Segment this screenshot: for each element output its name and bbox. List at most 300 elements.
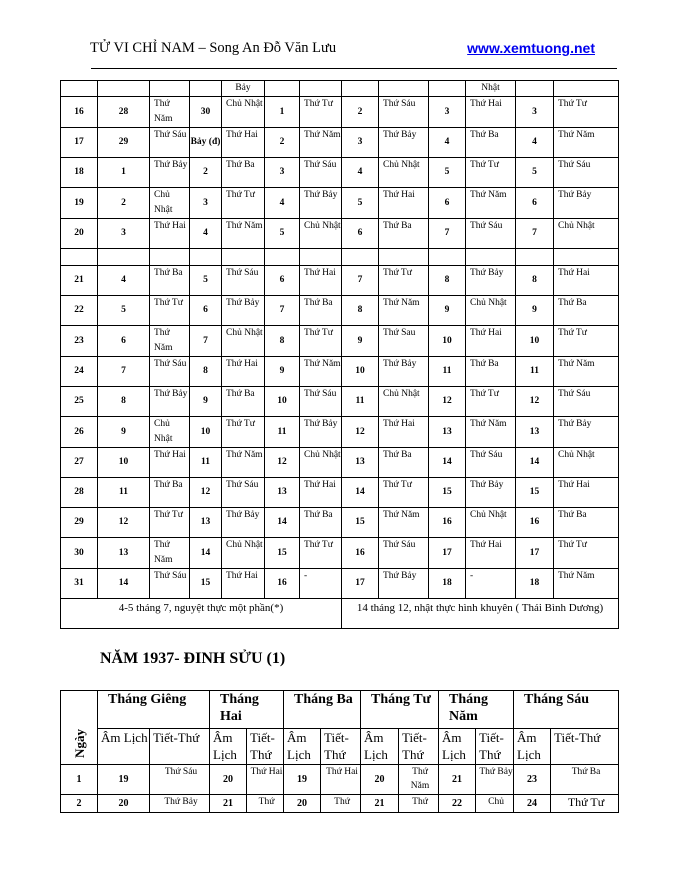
lunar-day-cell: 3 bbox=[265, 158, 300, 188]
weekday-cell: Thứ Ba bbox=[150, 478, 190, 508]
day-cell bbox=[61, 249, 98, 266]
weekday-cell: Thứ Bảy bbox=[150, 795, 210, 813]
weekday-cell: Thứ Tư bbox=[379, 478, 429, 508]
lunar-day-cell: 7 bbox=[190, 326, 222, 357]
table-cell bbox=[429, 81, 466, 97]
lunar-day-cell: 13 bbox=[342, 448, 379, 478]
weekday-cell: Thứ Năm bbox=[222, 448, 265, 478]
weekday-cell: Thứ Năm bbox=[222, 219, 265, 249]
lunar-day-cell: 3 bbox=[516, 97, 554, 128]
lunar-day-cell: 14 bbox=[516, 448, 554, 478]
lunar-day-cell: 20 bbox=[284, 795, 321, 813]
weekday-cell: Thứ bbox=[247, 795, 284, 813]
lunar-day-cell: 13 bbox=[516, 417, 554, 448]
day-cell: 27 bbox=[61, 448, 98, 478]
table-row bbox=[61, 296, 619, 326]
table-subheader-row bbox=[61, 729, 619, 765]
weekday-cell: Thứ Hai bbox=[466, 538, 516, 569]
weekday-cell: Thứ Sáu bbox=[466, 448, 516, 478]
lunar-day-cell: 10 bbox=[516, 326, 554, 357]
weekday-cell: Thứ Năm bbox=[554, 569, 619, 599]
table-row bbox=[61, 219, 619, 249]
lunar-day-cell: 7 bbox=[265, 296, 300, 326]
weekday-cell: Thứ Năm bbox=[399, 765, 439, 795]
weekday-cell: Thứ Sáu bbox=[466, 219, 516, 249]
weekday-cell: Thứ Bảy bbox=[150, 158, 190, 188]
column-subheader: Âm Lịch bbox=[98, 729, 150, 765]
column-subheader: Âm Lịch bbox=[439, 729, 476, 765]
day-cell: 30 bbox=[61, 538, 98, 569]
table-row bbox=[61, 266, 619, 296]
weekday-cell bbox=[466, 249, 516, 266]
eclipse-note-right: 14 tháng 12, nhật thực hình khuyên ( Thái Bình Dương) bbox=[342, 599, 619, 629]
weekday-cell: Thứ Tư bbox=[150, 296, 190, 326]
weekday-cell: Thứ Ba bbox=[551, 765, 619, 795]
lunar-day-cell: 28 bbox=[98, 97, 150, 128]
lunar-day-cell: 18 bbox=[429, 569, 466, 599]
lunar-day-cell: 13 bbox=[429, 417, 466, 448]
day-cell: 23 bbox=[61, 326, 98, 357]
lunar-day-cell bbox=[429, 249, 466, 266]
weekday-cell: Thứ Sáu bbox=[379, 97, 429, 128]
table-cell: Nhật bbox=[466, 81, 516, 97]
weekday-cell: Thứ Sau bbox=[379, 326, 429, 357]
lunar-day-cell: 4 bbox=[429, 128, 466, 158]
lunar-day-cell bbox=[98, 249, 150, 266]
table-row bbox=[61, 508, 619, 538]
lunar-day-cell: 11 bbox=[342, 387, 379, 417]
lunar-day-cell bbox=[190, 249, 222, 266]
table-cell bbox=[61, 81, 98, 97]
lunar-day-cell: 13 bbox=[190, 508, 222, 538]
weekday-cell: Thứ bbox=[321, 795, 361, 813]
weekday-cell: Chủ Nhật bbox=[466, 296, 516, 326]
weekday-cell: Thứ Năm bbox=[150, 538, 190, 569]
lunar-day-cell: 16 bbox=[342, 538, 379, 569]
lunar-day-cell: 5 bbox=[429, 158, 466, 188]
lunar-day-cell: 7 bbox=[429, 219, 466, 249]
table-row bbox=[61, 188, 619, 219]
weekday-cell: Thứ Tư bbox=[150, 508, 190, 538]
weekday-cell: Thứ Tư bbox=[300, 538, 342, 569]
lunar-day-cell: 1 bbox=[98, 158, 150, 188]
lunar-day-cell: 10 bbox=[265, 387, 300, 417]
lunar-day-cell: 5 bbox=[342, 188, 379, 219]
weekday-cell: Chủ Nhật bbox=[554, 448, 619, 478]
lunar-day-cell: 8 bbox=[429, 266, 466, 296]
table-cell bbox=[379, 81, 429, 97]
weekday-cell: Thứ Tư bbox=[554, 538, 619, 569]
lunar-day-cell: 8 bbox=[342, 296, 379, 326]
table-row bbox=[61, 599, 619, 629]
lunar-day-cell: 6 bbox=[98, 326, 150, 357]
day-cell: 17 bbox=[61, 128, 98, 158]
weekday-cell: Thứ Hai bbox=[466, 97, 516, 128]
header-rule bbox=[91, 68, 617, 69]
weekday-cell: Thứ Sáu bbox=[150, 128, 190, 158]
day-cell: 25 bbox=[61, 387, 98, 417]
weekday-cell: Thứ Sáu bbox=[150, 765, 210, 795]
day-cell: 20 bbox=[61, 219, 98, 249]
weekday-cell: Thứ Hai bbox=[150, 219, 190, 249]
lunar-day-cell: 10 bbox=[429, 326, 466, 357]
weekday-cell: Thứ Bảy bbox=[379, 357, 429, 387]
lunar-day-cell: 12 bbox=[265, 448, 300, 478]
lunar-day-cell: 12 bbox=[342, 417, 379, 448]
weekday-cell: Thứ Năm bbox=[150, 97, 190, 128]
weekday-cell: Thứ Năm bbox=[300, 128, 342, 158]
weekday-cell: Thứ Bảy bbox=[379, 569, 429, 599]
weekday-cell: Thứ Bảy bbox=[222, 296, 265, 326]
table-row bbox=[61, 795, 619, 813]
lunar-day-cell: 8 bbox=[190, 357, 222, 387]
lunar-day-cell bbox=[516, 249, 554, 266]
weekday-cell: Thứ Ba bbox=[554, 296, 619, 326]
lunar-day-cell: 19 bbox=[284, 765, 321, 795]
weekday-cell bbox=[300, 249, 342, 266]
lunar-day-cell: 8 bbox=[265, 326, 300, 357]
weekday-cell bbox=[222, 249, 265, 266]
weekday-cell bbox=[379, 249, 429, 266]
weekday-cell: Thứ Bảy bbox=[554, 188, 619, 219]
lunar-day-cell: 4 bbox=[265, 188, 300, 219]
lunar-day-cell: 3 bbox=[429, 97, 466, 128]
weekday-cell: Thứ Ba bbox=[222, 158, 265, 188]
weekday-cell: Thứ Bảy bbox=[466, 266, 516, 296]
lunar-day-cell: 8 bbox=[98, 387, 150, 417]
weekday-cell: Thứ Năm bbox=[554, 357, 619, 387]
lunar-day-cell: 4 bbox=[98, 266, 150, 296]
weekday-cell: Thứ Sáu bbox=[554, 158, 619, 188]
weekday-cell bbox=[150, 249, 190, 266]
weekday-cell: Thứ Năm bbox=[466, 417, 516, 448]
column-subheader: Âm Lịch bbox=[284, 729, 321, 765]
lunar-day-cell: 6 bbox=[342, 219, 379, 249]
day-cell: 21 bbox=[61, 266, 98, 296]
lunar-day-cell: 20 bbox=[98, 795, 150, 813]
day-cell: 18 bbox=[61, 158, 98, 188]
lunar-day-cell: 2 bbox=[265, 128, 300, 158]
weekday-cell: Thứ Hai bbox=[554, 478, 619, 508]
table-cell bbox=[516, 81, 554, 97]
weekday-cell: Thứ Bảy bbox=[300, 417, 342, 448]
weekday-cell: Thứ Tư bbox=[466, 387, 516, 417]
weekday-cell: Thứ Năm bbox=[300, 357, 342, 387]
day-cell: 29 bbox=[61, 508, 98, 538]
site-link[interactable]: www.xemtuong.net bbox=[467, 40, 595, 56]
table-cell bbox=[190, 81, 222, 97]
day-cell: 2 bbox=[61, 795, 98, 813]
column-subheader: Tiết-Thứ bbox=[399, 729, 439, 765]
lunar-day-cell: 13 bbox=[98, 538, 150, 569]
lunar-day-cell: 7 bbox=[98, 357, 150, 387]
lunar-day-cell: 12 bbox=[429, 387, 466, 417]
lunar-day-cell: 14 bbox=[98, 569, 150, 599]
month-header: Tháng Ba bbox=[284, 691, 361, 729]
lunar-day-cell: 17 bbox=[342, 569, 379, 599]
lunar-day-cell: 15 bbox=[429, 478, 466, 508]
weekday-cell: Chủ Nhật bbox=[379, 387, 429, 417]
weekday-cell: Chủ Nhật bbox=[150, 188, 190, 219]
weekday-cell: Thứ Tư bbox=[300, 326, 342, 357]
weekday-cell: Thứ Tư bbox=[466, 158, 516, 188]
lunar-day-cell: 12 bbox=[190, 478, 222, 508]
lunar-day-cell: 30 bbox=[190, 97, 222, 128]
weekday-cell: Thứ Tư bbox=[300, 97, 342, 128]
lunar-day-cell: 2 bbox=[342, 97, 379, 128]
weekday-cell: - bbox=[466, 569, 516, 599]
weekday-cell: Thứ Hai bbox=[222, 569, 265, 599]
lunar-day-cell: 7 bbox=[342, 266, 379, 296]
lunar-day-cell: 5 bbox=[98, 296, 150, 326]
column-subheader: Tiết-Thứ bbox=[321, 729, 361, 765]
lunar-day-cell: 11 bbox=[429, 357, 466, 387]
lunar-day-cell: Bảy (đ) bbox=[190, 128, 222, 158]
lunar-day-cell: 21 bbox=[439, 765, 476, 795]
lunar-day-cell: 6 bbox=[516, 188, 554, 219]
lunar-day-cell bbox=[342, 249, 379, 266]
lunar-day-cell: 14 bbox=[429, 448, 466, 478]
column-subheader: Âm Lịch bbox=[210, 729, 247, 765]
lunar-day-cell: 16 bbox=[265, 569, 300, 599]
weekday-cell: Thứ Tư bbox=[222, 188, 265, 219]
weekday-cell: Thứ Ba bbox=[554, 508, 619, 538]
weekday-cell: Thứ Hai bbox=[150, 448, 190, 478]
lunar-day-cell: 16 bbox=[429, 508, 466, 538]
lunar-day-cell: 29 bbox=[98, 128, 150, 158]
weekday-cell: Thứ Tư bbox=[554, 97, 619, 128]
weekday-cell: Thứ Năm bbox=[554, 128, 619, 158]
weekday-cell: Chủ Nhật bbox=[466, 508, 516, 538]
weekday-cell: Thứ Tư bbox=[554, 326, 619, 357]
weekday-cell bbox=[554, 249, 619, 266]
lunar-day-cell: 15 bbox=[265, 538, 300, 569]
lunar-day-cell: 21 bbox=[361, 795, 399, 813]
lunar-day-cell: 19 bbox=[98, 765, 150, 795]
book-title: TỬ VI CHỈ NAM – Song An Đỗ Văn Lưu bbox=[90, 40, 337, 56]
month-header: Tháng Tư bbox=[361, 691, 439, 729]
table-row bbox=[61, 326, 619, 357]
lunar-day-cell: 12 bbox=[98, 508, 150, 538]
weekday-cell: Thứ Bảy bbox=[300, 188, 342, 219]
column-subheader: Tiết-Thứ bbox=[247, 729, 284, 765]
weekday-cell: Chủ Nhật bbox=[222, 97, 265, 128]
month-header: Tháng Hai bbox=[210, 691, 284, 729]
table-row bbox=[61, 387, 619, 417]
weekday-cell: Thứ Ba bbox=[379, 448, 429, 478]
lunar-day-cell: 21 bbox=[210, 795, 247, 813]
lunar-day-cell: 5 bbox=[265, 219, 300, 249]
lunar-day-cell: 1 bbox=[265, 97, 300, 128]
table-row bbox=[61, 569, 619, 599]
weekday-cell: Thứ Hai bbox=[247, 765, 284, 795]
weekday-cell: Thứ Bảy bbox=[222, 508, 265, 538]
table-row bbox=[61, 417, 619, 448]
lunar-day-cell: 11 bbox=[265, 417, 300, 448]
lunar-day-cell: 7 bbox=[516, 219, 554, 249]
lunar-day-cell: 6 bbox=[265, 266, 300, 296]
table-cell bbox=[150, 81, 190, 97]
lunar-day-cell: 20 bbox=[210, 765, 247, 795]
column-subheader: Âm Lịch bbox=[361, 729, 399, 765]
month-header: Tháng Năm bbox=[439, 691, 514, 729]
weekday-cell: Chủ Nhật bbox=[150, 417, 190, 448]
weekday-cell: Chủ Nhật bbox=[300, 448, 342, 478]
weekday-cell: Thứ Tư bbox=[379, 266, 429, 296]
day-cell: 26 bbox=[61, 417, 98, 448]
lunar-day-cell: 10 bbox=[190, 417, 222, 448]
lunar-day-cell: 18 bbox=[516, 569, 554, 599]
lunar-day-cell: 17 bbox=[429, 538, 466, 569]
lunar-day-cell: 10 bbox=[342, 357, 379, 387]
weekday-cell: Chủ Nhật bbox=[379, 158, 429, 188]
weekday-cell: Thứ Hai bbox=[379, 417, 429, 448]
lunar-day-cell: 11 bbox=[516, 357, 554, 387]
lunar-day-cell: 9 bbox=[190, 387, 222, 417]
table-cell bbox=[98, 81, 150, 97]
weekday-cell: Thứ Sáu bbox=[150, 569, 190, 599]
weekday-cell: Thứ Hai bbox=[321, 765, 361, 795]
table-row bbox=[61, 448, 619, 478]
lunar-day-cell: 9 bbox=[265, 357, 300, 387]
weekday-cell: Thứ Sáu bbox=[150, 357, 190, 387]
weekday-cell: Thứ Năm bbox=[150, 326, 190, 357]
lunar-day-cell: 13 bbox=[265, 478, 300, 508]
table-row bbox=[61, 478, 619, 508]
lunar-day-cell bbox=[265, 249, 300, 266]
lunar-day-cell: 3 bbox=[342, 128, 379, 158]
lunar-day-cell: 4 bbox=[190, 219, 222, 249]
weekday-cell: Thứ Sáu bbox=[300, 158, 342, 188]
lunar-day-cell: 15 bbox=[342, 508, 379, 538]
lunar-day-cell: 9 bbox=[342, 326, 379, 357]
weekday-cell: Thứ Năm bbox=[379, 508, 429, 538]
weekday-cell: Thứ Ba bbox=[222, 387, 265, 417]
weekday-cell: Thứ Ba bbox=[150, 266, 190, 296]
weekday-cell: Thứ Sáu bbox=[222, 478, 265, 508]
table-row bbox=[61, 249, 619, 266]
weekday-cell: Thứ Năm bbox=[379, 296, 429, 326]
weekday-cell: Thứ Tư bbox=[222, 417, 265, 448]
weekday-cell: Thứ Ba bbox=[300, 296, 342, 326]
column-subheader: Tiết-Thứ bbox=[551, 729, 619, 765]
weekday-cell: Thứ Hai bbox=[222, 357, 265, 387]
lunar-day-cell: 22 bbox=[439, 795, 476, 813]
lunar-day-cell: 12 bbox=[516, 387, 554, 417]
table-cell bbox=[265, 81, 300, 97]
weekday-cell: Thứ Sáu bbox=[379, 538, 429, 569]
lunar-day-cell: 9 bbox=[516, 296, 554, 326]
column-subheader: Tiết-Thứ bbox=[150, 729, 210, 765]
weekday-cell: Thứ bbox=[399, 795, 439, 813]
lunar-day-cell: 2 bbox=[190, 158, 222, 188]
day-column-header: Ngày bbox=[61, 691, 98, 765]
table-row bbox=[61, 81, 619, 97]
lunar-day-cell: 14 bbox=[342, 478, 379, 508]
lunar-day-cell: 11 bbox=[98, 478, 150, 508]
calendar-table-1937 bbox=[60, 690, 619, 813]
weekday-cell: Thứ Năm bbox=[466, 188, 516, 219]
weekday-cell: Thứ Bảy bbox=[466, 478, 516, 508]
day-cell: 22 bbox=[61, 296, 98, 326]
lunar-day-cell: 23 bbox=[514, 765, 551, 795]
weekday-cell: Thứ Ba bbox=[466, 128, 516, 158]
lunar-day-cell: 4 bbox=[516, 128, 554, 158]
weekday-cell: - bbox=[300, 569, 342, 599]
weekday-cell: Thứ Hai bbox=[379, 188, 429, 219]
lunar-day-cell: 16 bbox=[516, 508, 554, 538]
lunar-day-cell: 14 bbox=[190, 538, 222, 569]
weekday-cell: Thứ Sáu bbox=[222, 266, 265, 296]
lunar-day-cell: 3 bbox=[98, 219, 150, 249]
month-header: Tháng Sáu bbox=[514, 691, 619, 729]
table-row bbox=[61, 97, 619, 128]
lunar-day-cell: 8 bbox=[516, 266, 554, 296]
weekday-cell: Thứ Bảy bbox=[554, 417, 619, 448]
weekday-cell: Chủ Nhật bbox=[554, 219, 619, 249]
table-row bbox=[61, 765, 619, 795]
column-subheader: Tiết-Thứ bbox=[476, 729, 514, 765]
lunar-day-cell: 5 bbox=[516, 158, 554, 188]
weekday-cell: Thứ Hai bbox=[300, 478, 342, 508]
weekday-cell: Thứ Hai bbox=[466, 326, 516, 357]
lunar-day-cell: 3 bbox=[190, 188, 222, 219]
weekday-cell: Thứ Sáu bbox=[300, 387, 342, 417]
weekday-cell: Thứ Hai bbox=[300, 266, 342, 296]
lunar-day-cell: 9 bbox=[429, 296, 466, 326]
table-cell bbox=[342, 81, 379, 97]
lunar-day-cell: 14 bbox=[265, 508, 300, 538]
lunar-day-cell: 2 bbox=[98, 188, 150, 219]
table-row bbox=[61, 158, 619, 188]
lunar-day-cell: 10 bbox=[98, 448, 150, 478]
lunar-day-cell: 5 bbox=[190, 266, 222, 296]
day-cell: 16 bbox=[61, 97, 98, 128]
lunar-day-cell: 15 bbox=[516, 478, 554, 508]
lunar-day-cell: 6 bbox=[429, 188, 466, 219]
weekday-cell: Thứ Bảy bbox=[379, 128, 429, 158]
weekday-cell: Thứ Tư bbox=[551, 795, 619, 813]
lunar-day-cell: 11 bbox=[190, 448, 222, 478]
section-title: NĂM 1937- ĐINH SỬU (1) bbox=[100, 650, 286, 667]
weekday-cell: Chủ bbox=[476, 795, 514, 813]
page-header bbox=[90, 40, 595, 60]
lunar-day-cell: 17 bbox=[516, 538, 554, 569]
lunar-day-cell: 9 bbox=[98, 417, 150, 448]
weekday-cell: Thứ Hai bbox=[554, 266, 619, 296]
weekday-cell: Chủ Nhật bbox=[222, 538, 265, 569]
table-cell: Bảy bbox=[222, 81, 265, 97]
weekday-cell: Thứ Bảy bbox=[150, 387, 190, 417]
table-cell bbox=[554, 81, 619, 97]
weekday-cell: Thứ Hai bbox=[222, 128, 265, 158]
weekday-cell: Chủ Nhật bbox=[222, 326, 265, 357]
lunar-day-cell: 4 bbox=[342, 158, 379, 188]
column-subheader: Âm Lịch bbox=[514, 729, 551, 765]
day-cell: 24 bbox=[61, 357, 98, 387]
table-cell bbox=[300, 81, 342, 97]
weekday-cell: Thứ Ba bbox=[379, 219, 429, 249]
weekday-cell: Thứ Ba bbox=[300, 508, 342, 538]
table-row bbox=[61, 128, 619, 158]
eclipse-note-left: 4-5 tháng 7, nguyệt thực một phần(*) bbox=[61, 599, 342, 629]
table-row bbox=[61, 357, 619, 387]
weekday-cell: Thứ Bảy bbox=[476, 765, 514, 795]
weekday-cell: Chủ Nhật bbox=[300, 219, 342, 249]
weekday-cell: Thứ Ba bbox=[466, 357, 516, 387]
calendar-table-1936 bbox=[60, 80, 619, 629]
lunar-day-cell: 15 bbox=[190, 569, 222, 599]
